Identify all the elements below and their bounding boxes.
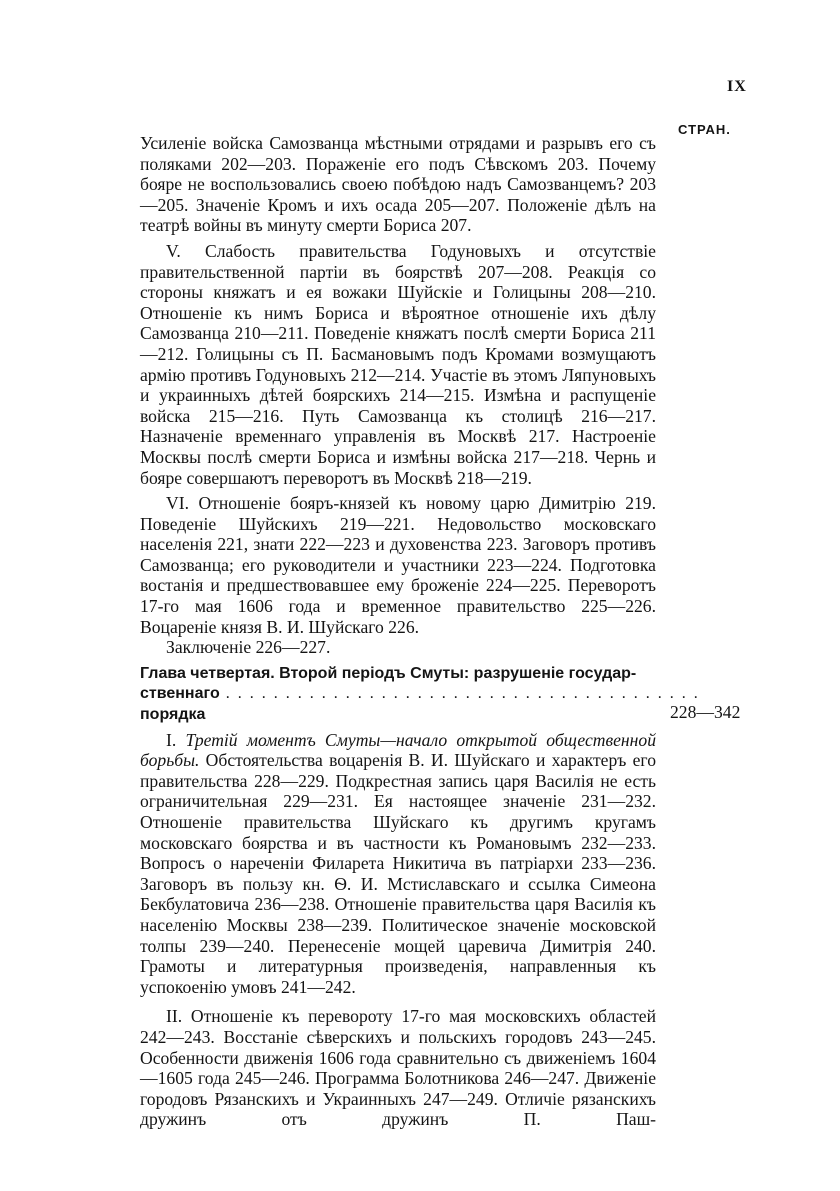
paragraph-section-ii: II. Отношеніе къ перевороту 17-го мая московскихъ областей 242—243. Восстаніе сѣверскихъ и польскихъ городовъ 243—245. Особенности движенія 1606 года сравнительно съ движеніемъ 1604—1605 года 245—246. Программа Болотникова 246—247. Движеніе городовъ Рязанскихъ и Украинныхъ 247—249. Отличіе рязанскихъ дружинъ отъ дружинъ П. Паш- — [140, 1006, 656, 1130]
paragraph-intro: Усиленіе войска Самозванца мѣстными отрядами и разрывъ его съ поляками 202—203. Пораженіе его подъ Сѣвскомъ 203. Почему бояре не воспользовались своею побѣдою надъ Самозванцемъ? 203—205. Значеніе Кромъ и ихъ осада 205—207. Положеніе дѣлъ на театрѣ войны въ минуту смерти Бориса 207. — [140, 133, 656, 236]
paragraph-section-vi: VI. Отношеніе бояръ-князей къ новому царю Димитрію 219. Поведеніе Шуйскихъ 219—221. Недовольство московскаго населенія 221, знати 222—223 и духовенства 223. Заговоръ противъ Самозванца; его руководители и участники 223—224. Подготовка востанія и предшествовавшее ему броженіе 224—225. Переворотъ 17-го мая 1606 года и временное правительство 225—226. Воцареніе князя В. И. Шуйскаго 226. — [140, 493, 656, 637]
chapter-heading — [140, 664, 700, 726]
section-i-numeral: I. — [166, 729, 177, 750]
section-i-text: Обстоятельства воцаренія В. И. Шуйскаго и характеръ его правительства 228—229. Подкрестная запись царя Василія не есть ограничительная 229—231. Ея настоящее значеніе 231—232. Отношеніе правительства Шуйскаго къ другимъ кругамъ московскаго боярства и въ частности къ Романовымъ 232—233. Вопросъ о нареченіи Филарета Никитича въ патріархи 233—236. Заговоръ въ пользу кн. Ѳ. И. Мстиславскаго и ссылка Симеона Бекбулатовича 236—238. Отношеніе правительства царя Василія къ населенію Москвы 238—239. Политическое значеніе московской толпы 239—240. Перенесеніе мощей царевича Димитрія 240. Грамоты и литературныя произведенія, направленныя къ успокоенію умовъ 241—242. — [140, 750, 656, 997]
paragraph-section-v: V. Слабость правительства Годуновыхъ и отсутствіе правительственной партіи въ боярствѣ 207—208. Реакція со стороны княжатъ и ея вожаки Шуйскіе и Голицыны 208—210. Отношеніе къ нимъ Бориса и вѣроятное отношеніе ихъ дѣлу Самозванца 210—211. Поведеніе княжатъ послѣ смерти Бориса 211—212. Голицыны съ П. Басмановымъ подъ Кромами возмущаютъ армію противъ Годуновыхъ 212—214. Участіе въ этомъ Ляпуновыхъ и украинныхъ дѣтей боярскихъ 214—215. Измѣна и распущеніе войска 215—216. Путь Самозванца къ столицѣ 216—217. Назначеніе временнаго управленія въ Москвѣ 217. Настроеніе Москвы послѣ смерти Бориса и измѣны войска 217—218. Чернь и бояре совершаютъ переворотъ въ Москвѣ 218—219. — [140, 240, 656, 488]
chapter-title-line1: Глава четвертая. Второй періодъ Смуты: разрушеніе государ- — [140, 664, 637, 682]
chapter-page-range: 228—342 — [670, 702, 741, 722]
paragraph-conclusion: Заключеніе 226—227. — [166, 637, 331, 658]
chapter-title-line2: ственнаго порядка — [140, 685, 220, 724]
dot-leader: . . . . . . . . . . . . . . . . . . . . . . . . . . . . . . . . . . . . . . . . — [225, 685, 700, 703]
pages-column-label: СТРАН. — [678, 122, 731, 137]
contents-text — [140, 133, 700, 1130]
chapter-title-line2-row — [140, 684, 700, 725]
section-i-title: Третій моментъ Смуты—начало открытой общественной борьбы. — [140, 729, 656, 771]
page-number: IX — [727, 78, 747, 95]
paragraph-section-i — [140, 730, 656, 998]
